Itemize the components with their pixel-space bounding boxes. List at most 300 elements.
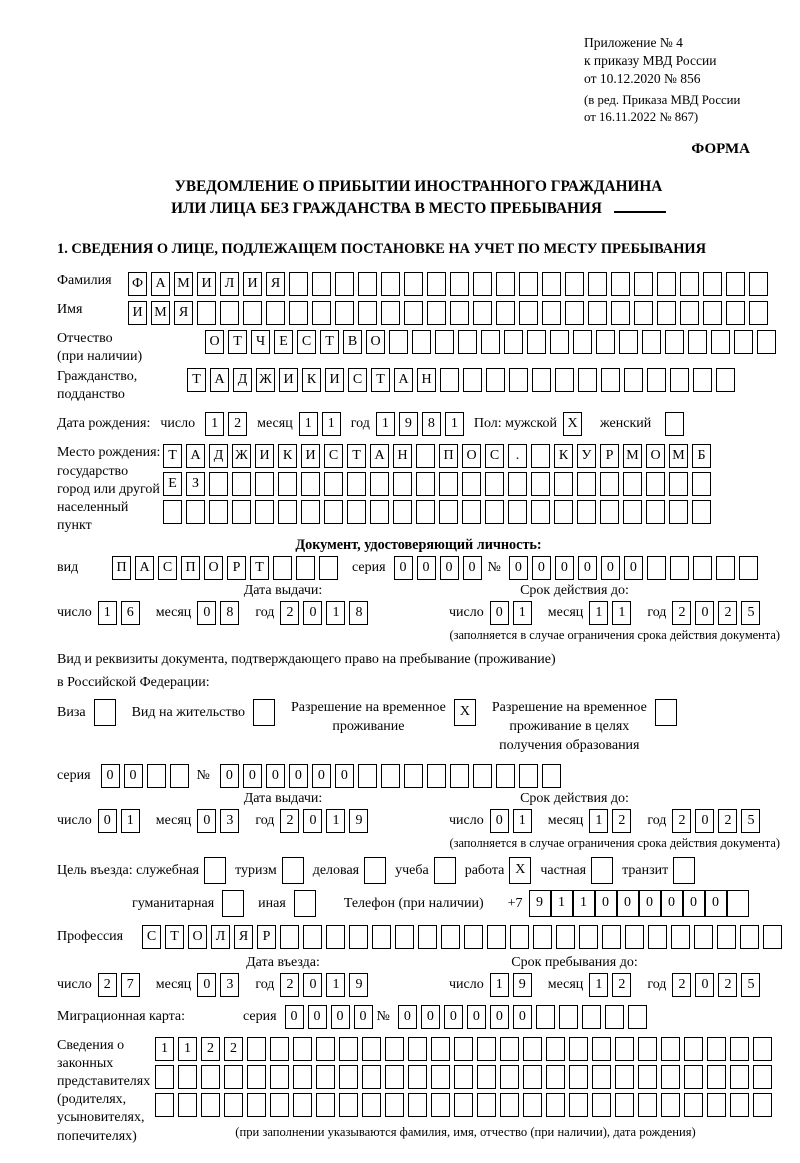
char-box[interactable] [197,301,216,325]
char-box[interactable] [519,301,538,325]
char-box[interactable] [615,1093,634,1117]
char-box[interactable] [319,556,338,580]
char-box[interactable] [673,857,695,884]
char-box[interactable] [301,472,320,496]
char-box[interactable] [247,1065,266,1089]
char-box[interactable] [634,272,653,296]
char-box[interactable]: 0 [463,556,482,580]
char-box[interactable]: С [324,444,343,468]
char-box[interactable] [578,368,597,392]
char-box[interactable]: Б [692,444,711,468]
char-box[interactable] [523,1037,542,1061]
char-box[interactable] [435,330,454,354]
char-box[interactable] [646,500,665,524]
char-box[interactable] [178,1065,197,1089]
char-box[interactable]: 0 [490,1005,509,1029]
char-box[interactable] [670,368,689,392]
char-box[interactable]: 0 [220,764,239,788]
char-box[interactable] [730,1065,749,1089]
char-box[interactable]: А [135,556,154,580]
char-box[interactable] [486,368,505,392]
char-box[interactable]: 1 [155,1037,174,1061]
char-box[interactable] [542,272,561,296]
char-box[interactable]: Е [274,330,293,354]
char-box[interactable] [347,472,366,496]
char-box[interactable] [577,472,596,496]
char-box[interactable]: 0 [197,601,216,625]
char-box[interactable]: Т [187,368,206,392]
char-box[interactable] [591,857,613,884]
char-box[interactable]: 8 [422,412,441,436]
char-box[interactable]: С [485,444,504,468]
char-box[interactable]: Я [234,925,253,949]
char-box[interactable]: 2 [224,1037,243,1061]
char-box[interactable] [688,330,707,354]
char-box[interactable]: И [243,272,262,296]
char-box[interactable]: Р [227,556,246,580]
char-box[interactable]: 1 [326,809,345,833]
char-box[interactable] [569,1065,588,1089]
char-box[interactable] [389,330,408,354]
char-box[interactable] [358,764,377,788]
char-box[interactable] [408,1065,427,1089]
char-box[interactable] [204,857,226,884]
char-box[interactable] [339,1065,358,1089]
char-box[interactable] [349,925,368,949]
char-box[interactable] [362,1093,381,1117]
char-box[interactable] [364,857,386,884]
char-box[interactable] [569,1093,588,1117]
char-box[interactable] [588,301,607,325]
char-box[interactable]: З [186,472,205,496]
char-box[interactable] [316,1093,335,1117]
char-box[interactable] [247,1037,266,1061]
char-box[interactable]: 1 [178,1037,197,1061]
char-box[interactable] [648,925,667,949]
char-box[interactable] [496,764,515,788]
char-box[interactable] [542,764,561,788]
char-box[interactable]: 0 [695,601,714,625]
char-box[interactable]: 2 [201,1037,220,1061]
char-box[interactable]: 0 [695,973,714,997]
char-box[interactable] [477,1037,496,1061]
char-box[interactable]: Я [174,301,193,325]
char-box[interactable]: 0 [98,809,117,833]
char-box[interactable]: 5 [741,601,760,625]
char-box[interactable] [757,330,776,354]
char-box[interactable]: И [128,301,147,325]
char-box[interactable] [278,472,297,496]
char-box[interactable] [582,1005,601,1029]
char-box[interactable]: И [325,368,344,392]
char-box[interactable]: 0 [303,973,322,997]
char-box[interactable] [753,1037,772,1061]
char-box[interactable]: Н [417,368,436,392]
char-box[interactable]: 6 [121,601,140,625]
char-box[interactable] [519,272,538,296]
char-box[interactable] [716,556,735,580]
char-box[interactable] [222,890,244,917]
char-box[interactable]: X [454,699,476,726]
char-box[interactable] [454,1037,473,1061]
char-box[interactable] [569,1037,588,1061]
char-box[interactable] [749,301,768,325]
char-box[interactable]: 2 [718,809,737,833]
char-box[interactable]: 0 [331,1005,350,1029]
char-box[interactable] [605,1005,624,1029]
char-box[interactable] [220,301,239,325]
char-box[interactable]: 2 [228,412,247,436]
char-box[interactable]: П [439,444,458,468]
char-box[interactable] [247,1093,266,1117]
char-box[interactable] [270,1093,289,1117]
char-box[interactable] [763,925,782,949]
char-box[interactable] [707,1093,726,1117]
char-box[interactable] [601,368,620,392]
char-box[interactable] [473,301,492,325]
char-box[interactable] [753,1065,772,1089]
char-box[interactable]: 2 [672,973,691,997]
char-box[interactable]: 0 [421,1005,440,1029]
char-box[interactable] [293,1065,312,1089]
char-box[interactable] [232,500,251,524]
char-box[interactable] [638,1093,657,1117]
char-box[interactable] [316,1037,335,1061]
char-box[interactable]: О [366,330,385,354]
char-box[interactable] [646,472,665,496]
char-box[interactable] [404,764,423,788]
char-box[interactable] [462,500,481,524]
char-box[interactable] [147,764,166,788]
char-box[interactable]: 1 [326,601,345,625]
char-box[interactable]: . [508,444,527,468]
char-box[interactable]: 1 [513,601,532,625]
char-box[interactable] [559,1005,578,1029]
char-box[interactable]: 0 [197,809,216,833]
char-box[interactable] [531,472,550,496]
char-box[interactable]: Ф [128,272,147,296]
char-box[interactable] [693,556,712,580]
char-box[interactable] [565,272,584,296]
char-box[interactable] [546,1093,565,1117]
char-box[interactable] [665,330,684,354]
char-box[interactable] [312,272,331,296]
char-box[interactable] [224,1093,243,1117]
char-box[interactable] [703,301,722,325]
char-box[interactable] [362,1065,381,1089]
char-box[interactable] [623,500,642,524]
char-box[interactable]: М [174,272,193,296]
char-box[interactable] [412,330,431,354]
char-box[interactable] [477,1093,496,1117]
char-box[interactable]: Р [600,444,619,468]
char-box[interactable] [381,301,400,325]
char-box[interactable] [358,301,377,325]
char-box[interactable]: А [370,444,389,468]
char-box[interactable]: 1 [589,601,608,625]
char-box[interactable] [395,925,414,949]
char-box[interactable] [473,272,492,296]
char-box[interactable]: 0 [243,764,262,788]
char-box[interactable]: 0 [303,809,322,833]
char-box[interactable] [477,1065,496,1089]
char-box[interactable] [362,1037,381,1061]
char-box[interactable] [739,556,758,580]
char-box[interactable]: Д [233,368,252,392]
char-box[interactable]: 0 [513,1005,532,1029]
char-box[interactable]: П [181,556,200,580]
char-box[interactable]: 0 [509,556,528,580]
char-box[interactable]: 0 [555,556,574,580]
char-box[interactable] [665,412,684,436]
char-box[interactable]: М [669,444,688,468]
char-box[interactable]: С [142,925,161,949]
char-box[interactable]: 0 [578,556,597,580]
char-box[interactable] [628,1005,647,1029]
char-box[interactable]: 2 [280,809,299,833]
char-box[interactable] [680,301,699,325]
char-box[interactable] [347,500,366,524]
char-box[interactable] [730,1093,749,1117]
char-box[interactable] [753,1093,772,1117]
char-box[interactable] [255,472,274,496]
char-box[interactable] [450,764,469,788]
char-box[interactable] [296,556,315,580]
char-box[interactable]: 0 [624,556,643,580]
char-box[interactable] [680,272,699,296]
char-box[interactable]: В [343,330,362,354]
char-box[interactable] [463,368,482,392]
char-box[interactable]: X [509,857,531,884]
char-box[interactable]: 2 [718,973,737,997]
char-box[interactable] [289,272,308,296]
char-box[interactable] [496,301,515,325]
char-box[interactable] [358,272,377,296]
char-box[interactable]: 0 [440,556,459,580]
char-box[interactable] [280,925,299,949]
char-box[interactable]: 1 [98,601,117,625]
char-box[interactable]: 2 [718,601,737,625]
char-box[interactable]: А [210,368,229,392]
char-box[interactable] [510,925,529,949]
char-box[interactable]: 1 [445,412,464,436]
char-box[interactable] [703,272,722,296]
char-box[interactable]: Т [347,444,366,468]
char-box[interactable] [408,1037,427,1061]
char-box[interactable] [592,1093,611,1117]
char-box[interactable] [717,925,736,949]
char-box[interactable] [454,1065,473,1089]
char-box[interactable]: 0 [354,1005,373,1029]
char-box[interactable]: 0 [490,601,509,625]
char-box[interactable]: Ч [251,330,270,354]
char-box[interactable] [416,472,435,496]
char-box[interactable]: Л [220,272,239,296]
char-box[interactable]: 9 [349,973,368,997]
char-box[interactable] [439,500,458,524]
char-box[interactable] [441,925,460,949]
char-box[interactable] [692,500,711,524]
char-box[interactable] [602,925,621,949]
char-box[interactable] [485,500,504,524]
char-box[interactable] [565,301,584,325]
char-box[interactable]: 0 [312,764,331,788]
char-box[interactable] [431,1093,450,1117]
char-box[interactable]: 0 [303,601,322,625]
char-box[interactable] [500,1037,519,1061]
char-box[interactable] [270,1037,289,1061]
char-box[interactable]: О [462,444,481,468]
char-box[interactable] [546,1037,565,1061]
char-box[interactable] [749,272,768,296]
char-box[interactable]: О [205,330,224,354]
char-box[interactable] [740,925,759,949]
char-box[interactable]: И [255,444,274,468]
char-box[interactable] [533,925,552,949]
char-box[interactable] [730,1037,749,1061]
char-box[interactable] [289,301,308,325]
char-box[interactable] [573,330,592,354]
char-box[interactable] [243,301,262,325]
char-box[interactable]: 5 [741,973,760,997]
char-box[interactable] [431,1037,450,1061]
char-box[interactable] [440,368,459,392]
char-box[interactable] [434,857,456,884]
char-box[interactable] [303,925,322,949]
char-box[interactable] [464,925,483,949]
char-box[interactable]: 1 [299,412,318,436]
char-box[interactable] [684,1093,703,1117]
char-box[interactable] [550,330,569,354]
char-box[interactable] [657,272,676,296]
char-box[interactable]: 1 [551,890,573,917]
char-box[interactable] [294,890,316,917]
char-box[interactable] [508,500,527,524]
char-box[interactable] [592,1037,611,1061]
char-box[interactable] [427,301,446,325]
char-box[interactable] [273,556,292,580]
char-box[interactable] [500,1065,519,1089]
char-box[interactable] [655,699,677,726]
char-box[interactable] [312,301,331,325]
char-box[interactable]: 0 [595,890,617,917]
char-box[interactable] [542,301,561,325]
char-box[interactable]: 2 [612,809,631,833]
char-box[interactable]: Я [266,272,285,296]
char-box[interactable]: 9 [513,973,532,997]
char-box[interactable]: 8 [220,601,239,625]
char-box[interactable] [523,1065,542,1089]
char-box[interactable] [335,301,354,325]
char-box[interactable] [554,472,573,496]
char-box[interactable] [339,1037,358,1061]
char-box[interactable] [600,472,619,496]
char-box[interactable] [324,472,343,496]
char-box[interactable] [555,368,574,392]
char-box[interactable] [293,1093,312,1117]
char-box[interactable]: И [279,368,298,392]
char-box[interactable]: М [623,444,642,468]
char-box[interactable] [454,1093,473,1117]
char-box[interactable] [509,368,528,392]
char-box[interactable] [625,925,644,949]
char-box[interactable] [500,1093,519,1117]
char-box[interactable]: 0 [467,1005,486,1029]
char-box[interactable]: 2 [280,973,299,997]
char-box[interactable] [186,500,205,524]
char-box[interactable]: 2 [280,601,299,625]
char-box[interactable] [554,500,573,524]
char-box[interactable] [647,368,666,392]
char-box[interactable] [638,1037,657,1061]
char-box[interactable] [326,925,345,949]
char-box[interactable]: 5 [741,809,760,833]
char-box[interactable] [734,330,753,354]
char-box[interactable]: 0 [398,1005,417,1029]
char-box[interactable]: 3 [220,809,239,833]
char-box[interactable]: X [563,412,582,436]
char-box[interactable]: 0 [444,1005,463,1029]
char-box[interactable] [508,472,527,496]
char-box[interactable] [458,330,477,354]
char-box[interactable] [224,1065,243,1089]
char-box[interactable]: 1 [513,809,532,833]
char-box[interactable]: 0 [266,764,285,788]
char-box[interactable]: С [348,368,367,392]
char-box[interactable] [661,1065,680,1089]
blank-underline[interactable] [614,200,666,213]
char-box[interactable]: Ж [256,368,275,392]
char-box[interactable] [370,500,389,524]
char-box[interactable] [232,472,251,496]
char-box[interactable] [393,472,412,496]
char-box[interactable] [485,472,504,496]
char-box[interactable] [623,472,642,496]
char-box[interactable] [416,500,435,524]
char-box[interactable]: 1 [589,973,608,997]
char-box[interactable] [209,500,228,524]
char-box[interactable]: И [301,444,320,468]
char-box[interactable] [536,1005,555,1029]
char-box[interactable] [385,1093,404,1117]
char-box[interactable] [615,1065,634,1089]
char-box[interactable]: 0 [101,764,120,788]
char-box[interactable] [669,500,688,524]
char-box[interactable]: Ж [232,444,251,468]
char-box[interactable] [155,1093,174,1117]
char-box[interactable]: Д [209,444,228,468]
char-box[interactable] [693,368,712,392]
char-box[interactable] [178,1093,197,1117]
char-box[interactable]: 1 [573,890,595,917]
char-box[interactable] [670,556,689,580]
char-box[interactable]: 1 [121,809,140,833]
char-box[interactable]: 8 [349,601,368,625]
char-box[interactable] [431,1065,450,1089]
char-box[interactable]: 1 [589,809,608,833]
char-box[interactable] [253,699,275,726]
char-box[interactable]: Л [211,925,230,949]
char-box[interactable] [519,764,538,788]
char-box[interactable] [201,1065,220,1089]
char-box[interactable] [416,444,435,468]
char-box[interactable]: 1 [490,973,509,997]
char-box[interactable]: Р [257,925,276,949]
char-box[interactable] [473,764,492,788]
char-box[interactable] [496,272,515,296]
char-box[interactable] [546,1065,565,1089]
char-box[interactable] [450,301,469,325]
